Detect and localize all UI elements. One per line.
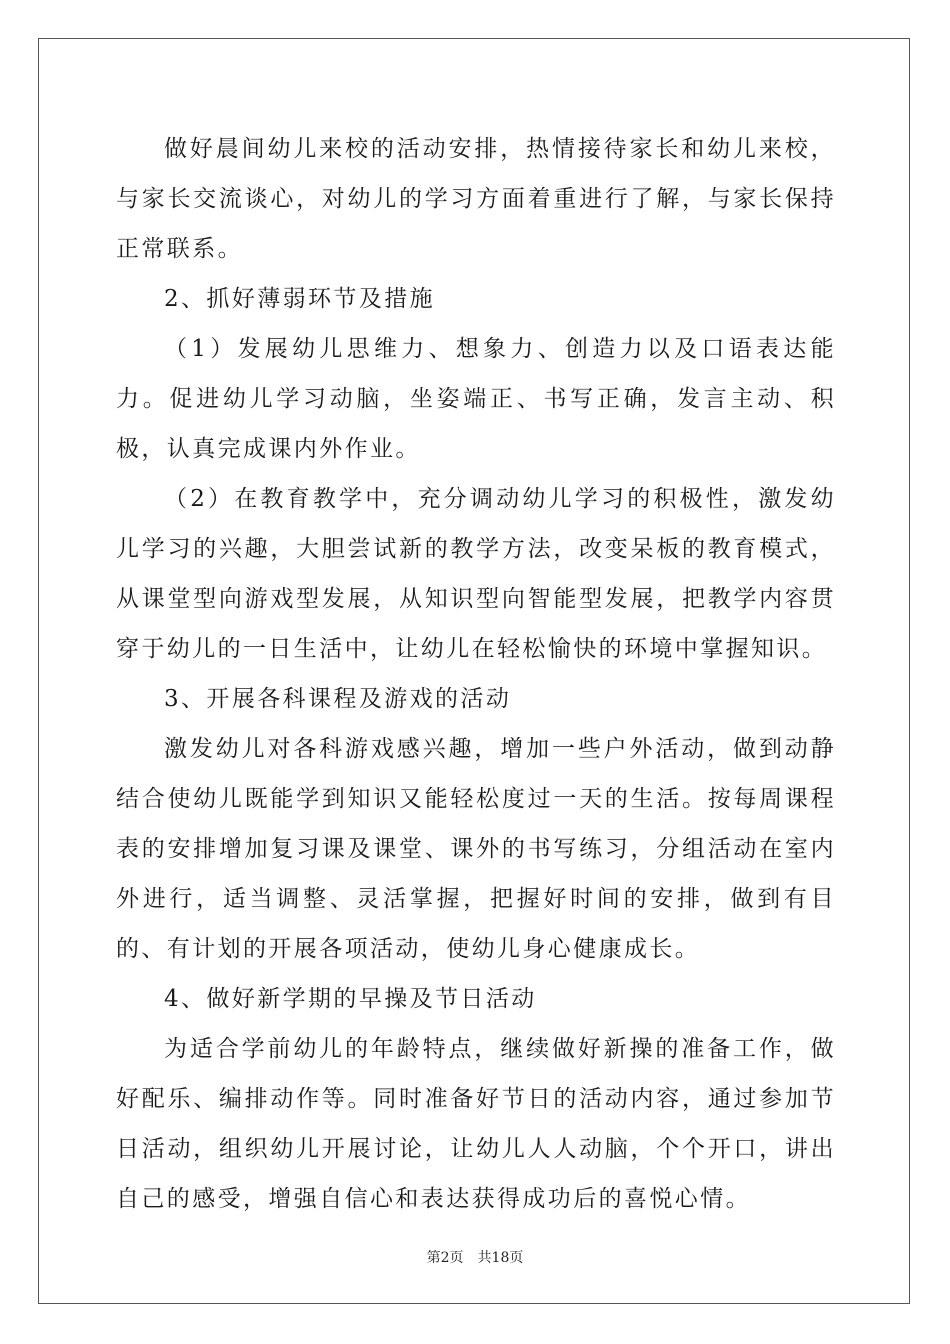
paragraph-festival-activities: 为适合学前幼儿的年龄特点，继续做好新操的准备工作，做好配乐、编排动作等。同时准备好节日的活动内容，通过参加节日活动，组织幼儿开展讨论，让幼儿人人动脑，个个开口，讲出自己的感受，增强自信心和表达获得成功后的喜悦心情。 xyxy=(116,1036,836,1212)
paragraph-morning-arrangements: 做好晨间幼儿来校的活动安排，热情接待家长和幼儿来校，与家长交流谈心，对幼儿的学习方面着重进行了解，与家长保持正常联系。 xyxy=(116,136,836,262)
document-body xyxy=(116,124,836,1224)
total-pages: 共18页 xyxy=(477,1250,524,1266)
heading-weak-links: 2、抓好薄弱环节及措施 xyxy=(164,286,436,312)
paragraph-teaching-methods: （2）在教育教学中，充分调动幼儿学习的积极性，激发幼儿学习的兴趣，大胆尝试新的教学方法，改变呆板的教育模式，从课堂型向游戏型发展，从知识型向智能型发展，把教学内容贯穿于幼儿的一日生活中，让幼儿在轻松愉快的环境中掌握知识。 xyxy=(116,486,836,662)
heading-morning-exercise: 4、做好新学期的早操及节日活动 xyxy=(164,986,537,1012)
paragraph-thinking-ability: （1）发展幼儿思维力、想象力、创造力以及口语表达能力。促进幼儿学习动脑，坐姿端正、书写正确，发言主动、积极，认真完成课内外作业。 xyxy=(116,336,836,462)
heading-courses-games: 3、开展各科课程及游戏的活动 xyxy=(164,686,512,712)
paragraph-outdoor-activities: 激发幼儿对各科游戏感兴趣，增加一些户外活动，做到动静结合使幼儿既能学到知识又能轻松度过一天的生活。按每周课程表的安排增加复习课及课堂、课外的书写练习，分组活动在室内外进行，适当调整、灵活掌握，把握好时间的安排，做到有目的、有计划的开展各项活动，使幼儿身心健康成长。 xyxy=(116,736,836,962)
page-number: 第2页 xyxy=(426,1250,464,1266)
page-footer xyxy=(0,1247,950,1267)
